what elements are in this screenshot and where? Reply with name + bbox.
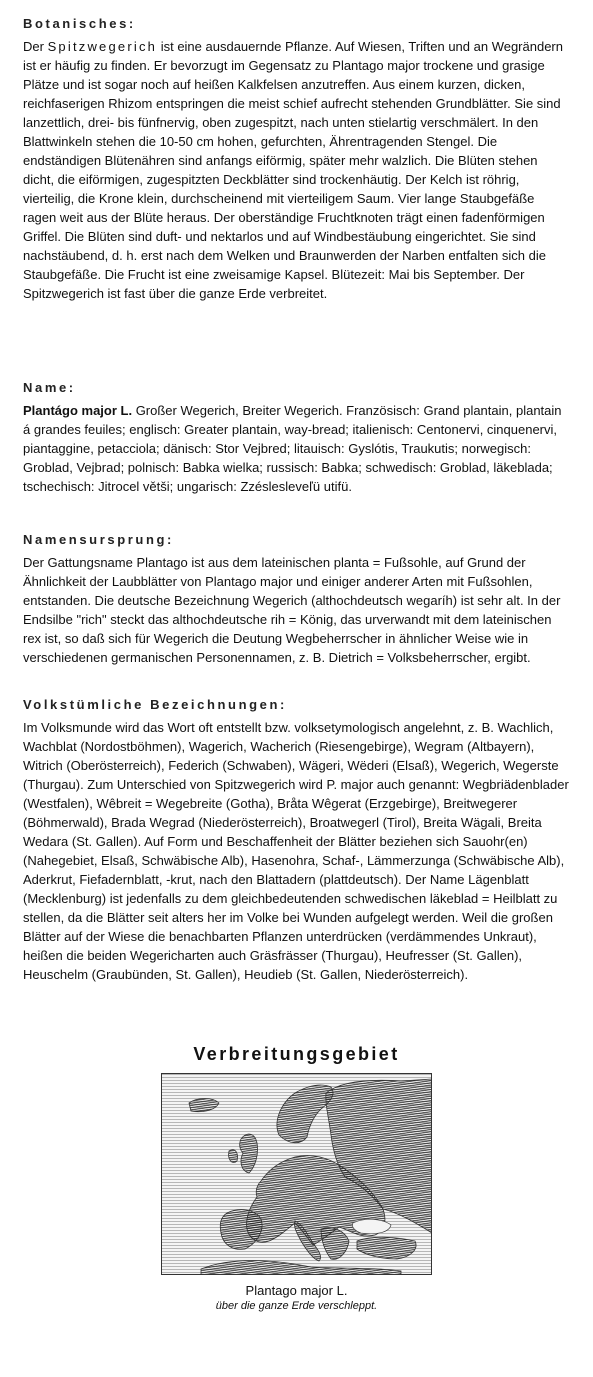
paragraph-folk-names: Im Volksmunde wird das Wort oft entstellt bzw. volksetymologisch angelehnt, z. B. Wachlich, Wachblat (Nordostböhmen), Wagerich, Wacherich (Riesengebirge), Wegram (Altbayern), Witrich (Oberösterreich), Federich (Schwaben), Wägeri, Wëderi (Elsaß), Wegerich, Wegerste (Thurgau). Zum Unterschied von Spitzwegerich wird P. major auch genannt: Wegbriädenblader (Westfalen), Wêbreit = Wegebreite (Gotha), Bråta Wêgerat (Erzgebirge), Breitwegerer (Böhmerwald), Brada Wegrad (Niederösterreich), Broatwegerl (Tirol), Breita Wägali, Breita Wedara (St. Gallen). Auf Form und Beschaffenheit der Blätter beziehen sich Sauohr(en) (Nahegebiet, Elsaß, Schwäbische Alb), Hasenohra, Schaf-, Lämmerzunga (Schwäbische Alb), Aderkrut, Fiefadernblatt, -krut, nach den Blattadern (plattdeutsch). Der Name Lägenblatt (Mecklenburg) ist jedenfalls zu dem gleichbedeutenden schwedischen läkeblad = Heilblatt zu stellen, da die Blätter seit alters her im Volke bei Wunden aufgelegt werden. Weil die großen Blätter auf der Wiese die benachbarten Pflanzen unterdrücken (verdämmendes Unkraut), heißen die beiden Wegericharten auch Gräsfrässer (Thurgau), Heufresser (St. Gallen), Heuschelm (Graubünden, St. Gallen), Heudieb (St. Gallen, Niederösterreich).: [23, 720, 569, 982]
latin-name: Plantágo major L.: [23, 403, 133, 418]
section-folk-names: [23, 697, 569, 984]
map-caption: Plantago major L.: [245, 1283, 348, 1298]
heading-folk-names: Volkstümliche Bezeichnungen:: [23, 697, 287, 712]
map-title: Verbreitungsgebiet: [193, 1044, 400, 1064]
botanical-text: ist eine ausdauernde Pflanze. Auf Wiesen, Triften und an Wegrändern ist er häufig zu finden. Er bevorzugt im Gegensatz zu Plantago major trockene und grasige Plätze und ist sogar noch auf heißen Kalkfelsen anzutreffen. Aus einem kurzen, dicken, reichfaserigen Rhizom entspringen die meist schief aufrecht stehenden Grundblätter. Sie sind lanzettlich, drei- bis fünfnervig, oben zugespitzt, nach unten stielartig verschmälert. In den Blattwinkeln stehen die 10-50 cm hohen, gefurchten, Ährentragenden Stengel. Die endständigen Blütenähren sind anfangs eiförmig, später mehr walzlich. Die Blüten stehen dicht, die eiförmigen, zugespitzten Deckblätter sind trockenhäutig. Der Kelch ist röhrig, vierteilig, die Krone klein, durchscheinend mit vierteiligem Saum. Vier lange Staubgefäße ragen weit aus der Blüte heraus. Der oberständige Fruchtknoten trägt einen fadenförmigen Griffel. Die Blüten sind duft- und nektarlos und auf Windbestäubung eingerichtet. Sie sind nachstäubend, d. h. erst nach dem Welken und Braunwerden der Narben entfalten sich die Staubgefäße. Die Frucht ist eine zweisamige Kapsel. Blütezeit: Mai bis September. Der Spitzwegerich ist fast über die ganze Erde verbreitet.: [23, 39, 563, 301]
heading-name-origin: Namensursprung:: [23, 532, 174, 547]
names-text: Großer Wegerich, Breiter Wegerich. Französisch: Grand plantain, plantain á grandes feuiles; englisch: Greater plantain, way-bread; italienisch: Centonervi, cinquenervi, piantaggine, petacciola; dänisch: Stor Vejbred; litauisch: Gyslótis, Traukutis; norwegisch: Groblad, Vejbrad; polnisch: Babka wielka; russisch: Babka; schwedisch: Groblad, läkeblada; tschechisch: Jitrocel větši; ungarisch: Zzéslesleveľü utifü.: [23, 403, 562, 494]
botanical-lead: Der: [23, 39, 48, 54]
paragraph-name-origin: Der Gattungsname Plantago ist aus dem lateinischen planta = Fußsohle, auf Grund der Ähnlichkeit der Laubblätter von Plantago major und einiger anderer Arten mit Fußsohlen, entstanden. Die deutsche Bezeichnung Wegerich (althochdeutsch wegaríh) ist sehr alt. In der Endsilbe "rich" steckt das althochdeutsche rih = König, das urverwandt mit dem lateinischen rex ist, so daß sich für Wegerich die Deutung Wegbeherrscher in ähnlicher Weise wie in verschiedenen germanischen Personennamen, z. B. Dietrich = Volksbeherrscher, ergibt.: [23, 555, 561, 665]
heading-name: Name:: [23, 380, 76, 395]
section-botanical: [23, 16, 569, 303]
paragraph-name: [23, 401, 569, 496]
section-name: [23, 380, 569, 496]
heading-botanical: Botanisches:: [23, 16, 136, 31]
section-name-origin: [23, 532, 569, 667]
map-subcaption: über die ganze Erde verschleppt.: [215, 1300, 378, 1312]
distribution-map: [161, 1073, 432, 1275]
distribution-map-image: [161, 1073, 432, 1275]
paragraph-botanical: [23, 37, 569, 303]
spaced-plant-name: Spitzwegerich: [47, 39, 158, 54]
